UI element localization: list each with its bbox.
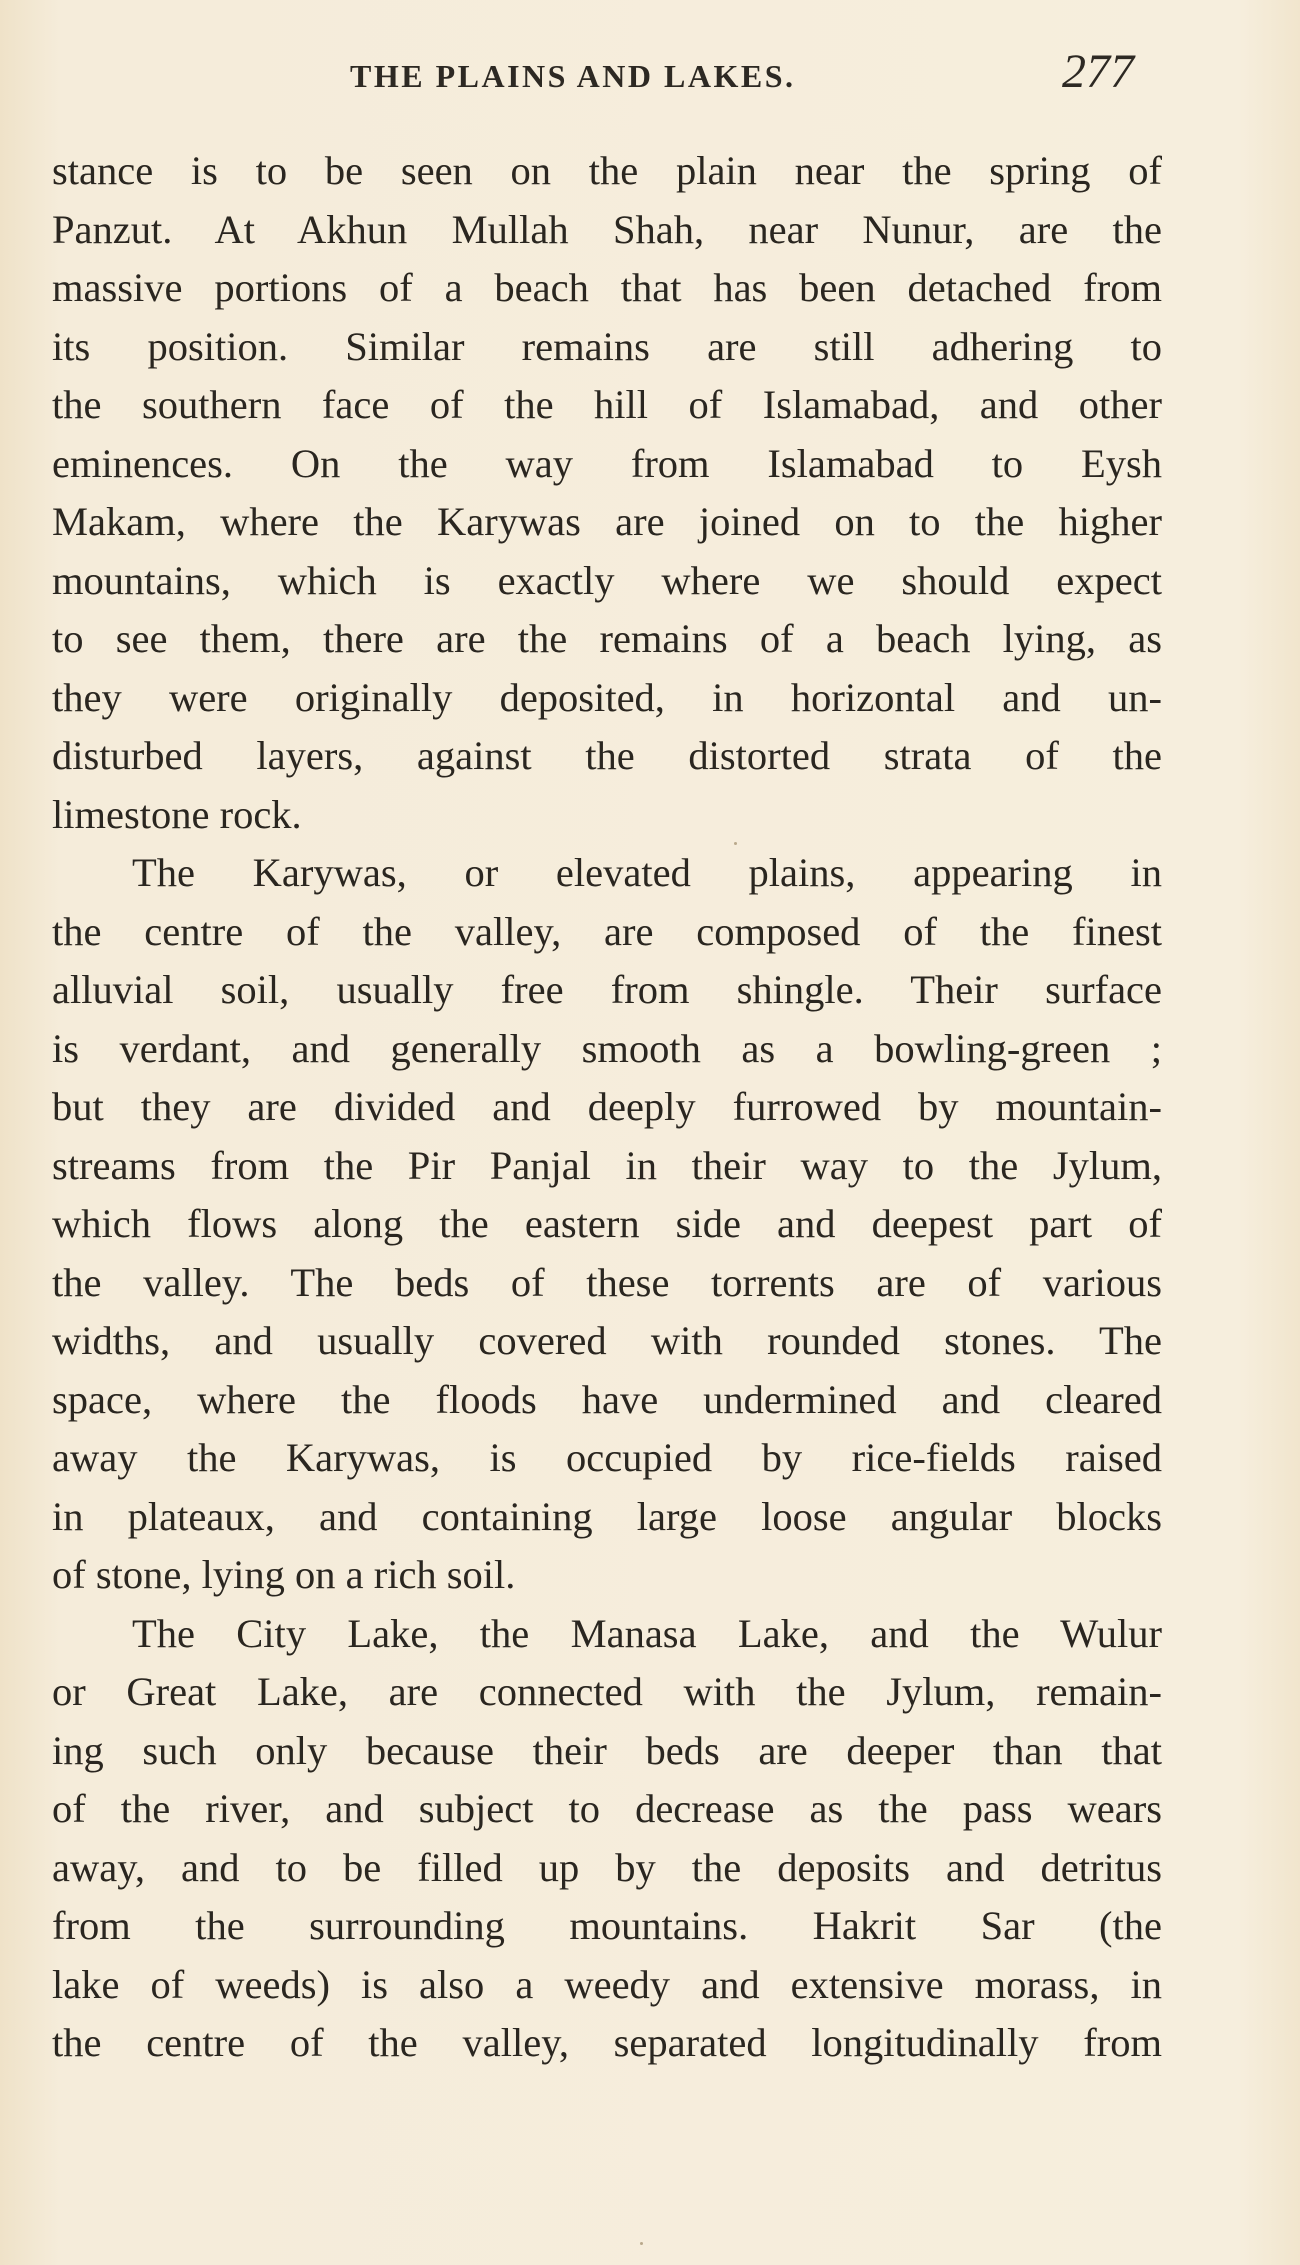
- text-line: mountains, which is exactly where we should expect: [52, 557, 1162, 603]
- text-line: streams from the Pir Panjal in their way to the Jylum,: [52, 1142, 1162, 1188]
- text-line: stance is to be seen on the plain near the spring of: [52, 148, 1162, 193]
- paper-speck: [734, 842, 737, 845]
- text-line: in plateaux, and containing large loose angular blocks: [52, 1493, 1162, 1539]
- text-line: the southern face of the hill of Islamabad, and other: [52, 382, 1162, 427]
- page-number: 277: [1062, 45, 1134, 98]
- text-line: away the Karywas, is occupied by rice-fields raised: [52, 1435, 1162, 1480]
- text-line: from the surrounding mountains. Hakrit Sar (the: [52, 1903, 1162, 1948]
- text-line: which flows along the eastern side and deepest part of: [52, 1201, 1162, 1246]
- text-line: the centre of the valley, are composed of the finest: [52, 908, 1162, 954]
- text-line: The Karywas, or elevated plains, appearing in: [132, 850, 1162, 895]
- text-line: eminences. On the way from Islamabad to Eysh: [52, 440, 1162, 486]
- text-line: to see them, there are the remains of a beach lying, as: [52, 616, 1162, 661]
- text-line: but they are divided and deeply furrowed by mountain-: [52, 1084, 1162, 1129]
- text-line: ing such only because their beds are deeper than that: [52, 1727, 1162, 1773]
- text-line: space, where the floods have undermined and cleared: [52, 1376, 1162, 1422]
- text-line: of the river, and subject to decrease as the pass wears: [52, 1786, 1162, 1831]
- running-head: THE PLAINS AND LAKES.: [350, 58, 796, 94]
- page-header: [0, 44, 1300, 104]
- body-text: [52, 142, 1162, 2073]
- text-line: the centre of the valley, separated longitudinally from: [52, 2020, 1162, 2065]
- text-line: massive portions of a beach that has been detached from: [52, 265, 1162, 310]
- text-line: Panzut. At Akhun Mullah Shah, near Nunur, are the: [52, 206, 1162, 252]
- text-line: or Great Lake, are connected with the Jylum, remain-: [52, 1669, 1162, 1714]
- text-line: they were originally deposited, in horizontal and un-: [52, 674, 1162, 720]
- text-line: the valley. The beds of these torrents are of various: [52, 1259, 1162, 1305]
- text-line: Makam, where the Karywas are joined on to the higher: [52, 499, 1162, 544]
- text-line: limestone rock.: [52, 791, 302, 837]
- text-line: is verdant, and generally smooth as a bowling-green ;: [52, 1025, 1162, 1071]
- paper-speck: [640, 2242, 643, 2245]
- text-line: away, and to be filled up by the deposits and detritus: [52, 1844, 1162, 1890]
- text-line: its position. Similar remains are still adhering to: [52, 323, 1162, 369]
- text-line: disturbed layers, against the distorted strata of the: [52, 733, 1162, 778]
- text-line: widths, and usually covered with rounded stones. The: [52, 1318, 1162, 1363]
- text-line: The City Lake, the Manasa Lake, and the Wulur: [132, 1610, 1162, 1656]
- text-line: of stone, lying on a rich soil.: [52, 1552, 516, 1597]
- text-line: lake of weeds) is also a weedy and extensive morass, in: [52, 1961, 1162, 2007]
- text-line: alluvial soil, usually free from shingle. Their surface: [52, 967, 1162, 1012]
